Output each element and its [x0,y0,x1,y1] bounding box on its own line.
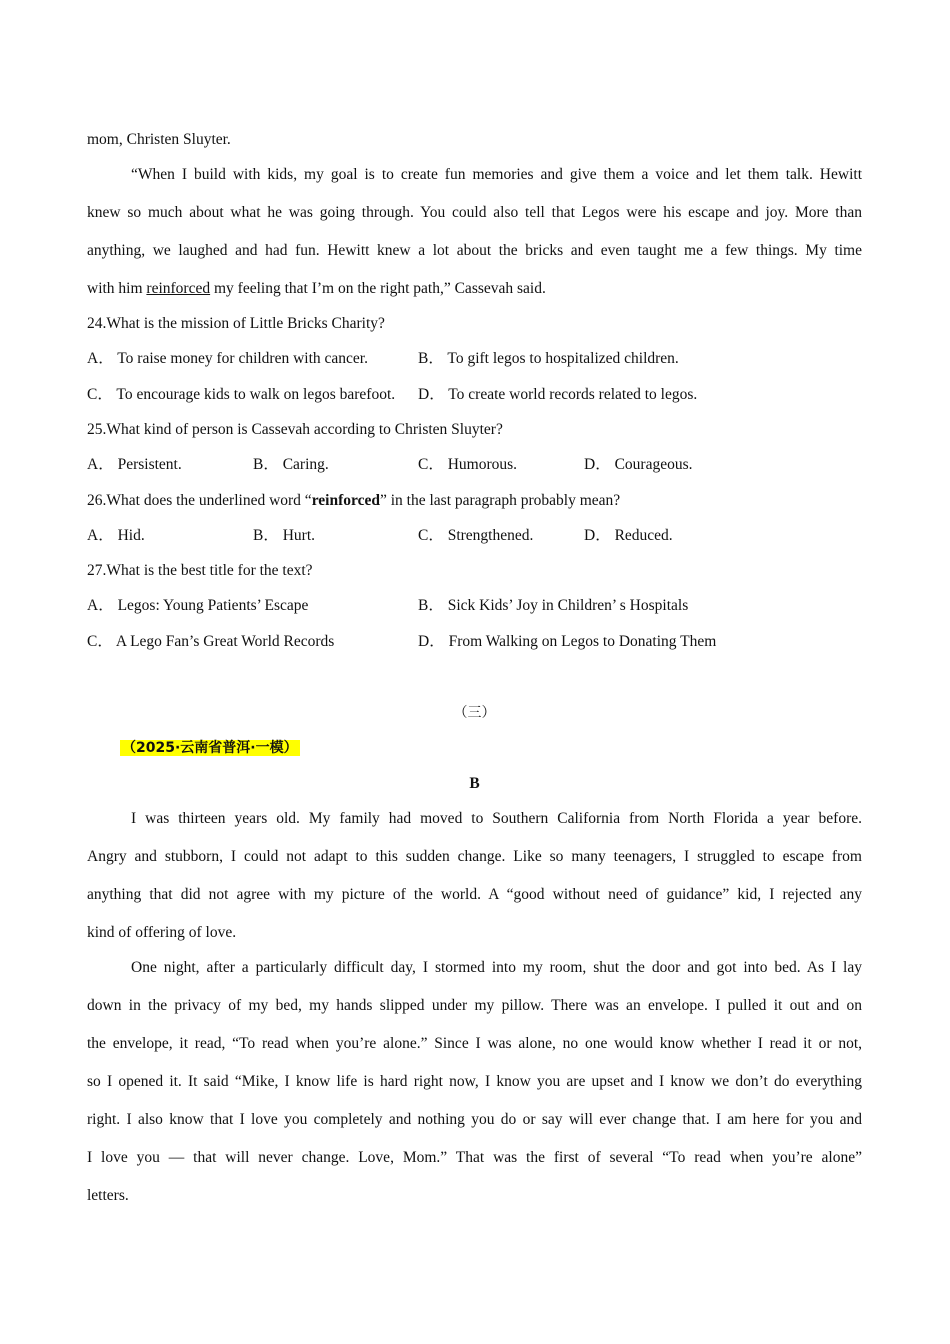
passage-line: knew so much about what he was going through. You could also tell that Legos were his escape and joy. More than [87,204,862,221]
option: B． To gift legos to hospitalized children. [418,350,679,367]
option: D． Reduced. [584,527,673,544]
option: D． From Walking on Legos to Donating Them [418,633,717,650]
option: B． Caring. [253,456,329,473]
paragraph-line: anything that did not agree with my picture of the world. A “good without need of guidance” kid, I rejected any [87,886,862,903]
paragraph-line: so I opened it. It said “Mike, I know life is hard right now, I know you are upset and I know we don’t do everything [87,1073,862,1090]
passage-letter: B [469,775,480,792]
option: D． To create world records related to legos. [418,386,698,403]
option: B． Sick Kids’ Joy in Children’ s Hospitals [418,597,689,614]
option: A． To raise money for children with cancer. [87,350,368,367]
option: C． To encourage kids to walk on legos barefoot. [87,386,396,403]
option: C． Strengthened. [418,527,534,544]
passage-line: with him reinforced my feeling that I’m on the right path,” Cassevah said. [87,280,546,297]
option: C． A Lego Fan’s Great World Records [87,633,335,650]
question-stem: 27.What is the best title for the text? [87,562,313,579]
paragraph-line: One night, after a particularly difficult day, I stormed into my room, shut the door and got into bed. As I lay [131,959,862,976]
passage-line: mom, Christen Sluyter. [87,131,231,148]
paragraph-line: down in the privacy of my bed, my hands slipped under my pillow. There was an envelope. I pulled it out and on [87,997,862,1014]
paragraph-line: Angry and stubborn, I could not adapt to this sudden change. Like so many teenagers, I struggled to escape from [87,848,862,865]
passage-line: “When I build with kids, my goal is to create fun memories and give them a voice and let them talk. Hewitt [131,166,862,183]
underlined-word: reinforced [146,280,211,297]
section-number: （三） [453,705,496,721]
question-stem: 25.What kind of person is Cassevah according to Christen Sluyter? [87,421,503,438]
paragraph-line: kind of offering of love. [87,924,237,941]
passage-line: anything, we laughed and had fun. Hewitt knew a lot about the bricks and even taught me a few things. My time [87,242,862,259]
option: A． Hid. [87,527,145,544]
paragraph-line: letters. [87,1187,129,1204]
question-stem: 26.What does the underlined word “reinforced” in the last paragraph probably mean? [87,492,621,509]
paragraph-line: I love you — that will never change. Love, Mom.” That was the first of several “To read when you’re alone” [87,1149,862,1166]
source-tag: （2025·云南省普洱·一模） [122,740,298,756]
option: A． Legos: Young Patients’ Escape [87,597,309,614]
option: B． Hurt. [253,527,316,544]
paragraph-line: the envelope, it read, “To read when you’re alone.” Since I was alone, no one would know whether I read it or not, [87,1035,862,1052]
paragraph-line: I was thirteen years old. My family had moved to Southern California from North Florida a year before. [131,810,862,827]
paragraph-line: right. I also know that I love you completely and nothing you do or say will ever change that. I am here for you and [87,1111,862,1128]
question-stem: 24.What is the mission of Little Bricks Charity? [87,315,385,332]
option: D． Courageous. [584,456,693,473]
option: A． Persistent. [87,456,182,473]
option: C． Humorous. [418,456,518,473]
